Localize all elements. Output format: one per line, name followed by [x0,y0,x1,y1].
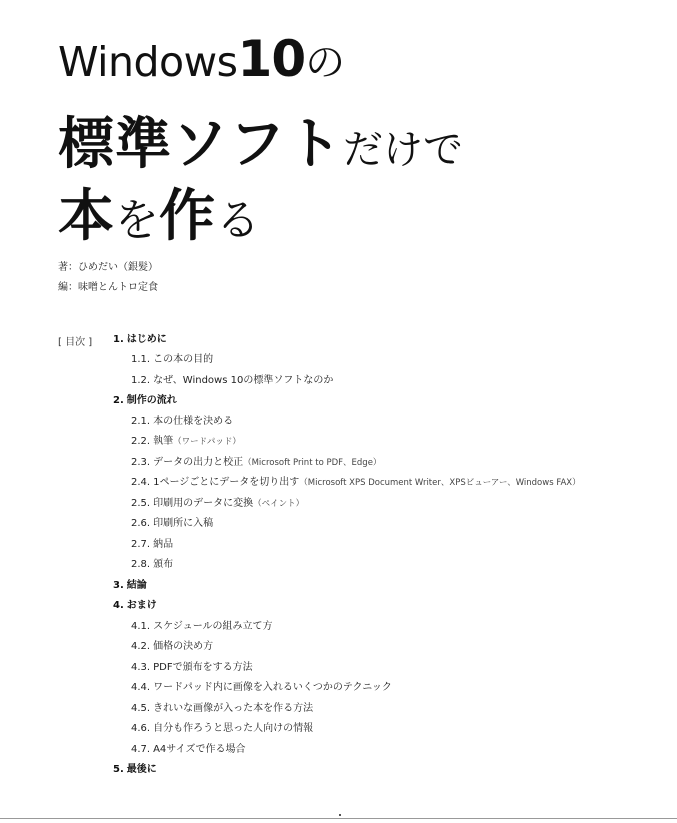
toc-entry[interactable] [131,456,381,470]
toc-entry-number: 4. [113,600,124,611]
toc-entry-title: なぜ、Windows 10の標準ソフトなのか [153,375,334,386]
title-line-3 [58,172,260,252]
title-particle-no: の [305,40,346,86]
title-version-number: 10 [237,30,306,88]
toc-entry-title: 執筆 [153,436,174,447]
editor-credit: 編：味噌とんトロ定食 [58,282,158,293]
toc-entry[interactable] [131,517,213,531]
author-credit: 著：ひめだい（銀髪） [58,262,158,273]
toc-entry-title: 本の仕様を決める [153,416,234,427]
toc-entry-title: 1ページごとにデータを切り出す [153,477,300,488]
toc-entry-title: はじめに [126,334,167,345]
title-tsuku: 作 [159,184,216,249]
toc-entry-title: この本の目的 [153,354,214,365]
toc-entry[interactable] [131,353,213,367]
toc-entry-number: 4.3. [131,662,151,673]
toc-entry[interactable] [131,415,233,429]
toc-entry[interactable] [113,599,157,613]
toc-entry[interactable] [131,558,173,572]
toc-entry-number: 2.4. [131,477,151,488]
title-line-2 [58,100,463,180]
toc-entry-number: 1.1. [131,354,151,365]
toc-entry[interactable] [131,374,333,388]
toc-entry[interactable] [131,497,304,511]
toc-entry-number: 3. [113,580,124,591]
toc-entry-title: 自分も作ろうと思った人向けの情報 [153,723,314,734]
toc-entry-number: 4.7. [131,744,151,755]
toc-entry-number: 2.5. [131,498,151,509]
toc-entry-title: データの出力と校正 [153,457,244,468]
toc-entry[interactable] [131,681,392,695]
toc-entry-title: きれいな画像が入った本を作る方法 [153,703,314,714]
toc-entry[interactable] [131,435,241,449]
toc-label: [ 目次 ] [58,337,93,348]
toc-entry-number: 2.7. [131,539,151,550]
toc-entry-number: 2.2. [131,436,151,447]
toc-entry[interactable] [131,640,213,654]
toc-entry-title: PDFで頒布をする方法 [153,662,253,673]
toc-entry[interactable] [113,394,177,408]
toc-entry[interactable] [131,722,313,736]
toc-entry-number: 2.8. [131,559,151,570]
toc-entry-title: 印刷用のデータに変換 [153,498,254,509]
toc-entry-title: ワードパッド内に画像を入れるいくつかのテクニック [153,682,392,693]
toc-entry-number: 4.1. [131,621,151,632]
toc-entry[interactable] [131,702,313,716]
toc-entry-title: おまけ [126,600,157,611]
toc-entry-title: 納品 [153,539,174,550]
toc-entry-title: 制作の流れ [126,395,177,406]
page-marker-dot [339,814,341,816]
toc-entry-number: 4.2. [131,641,151,652]
title-hon: 本 [58,184,115,249]
toc-entry-number: 5. [113,764,124,775]
toc-entry-note: （ペイント） [253,499,305,509]
toc-entry-note: （ワードパッド） [173,437,241,447]
toc-entry-title: スケジュールの組み立て方 [153,621,273,632]
toc-entry[interactable] [131,743,246,757]
title-windows: Windows [58,38,238,86]
title-dakede: だけで [343,127,463,173]
toc-entry-title: 最後に [126,764,157,775]
title-line-1 [58,30,345,88]
toc-entry-note: （Microsoft Print to PDF、Edge） [243,458,382,468]
toc-entry-title: 頒布 [153,559,174,570]
toc-entry[interactable] [113,579,147,593]
toc-entry-number: 4.6. [131,723,151,734]
page-bottom-rule [0,818,677,819]
toc-entry-number: 4.5. [131,703,151,714]
toc-entry-title: 結論 [126,580,147,591]
toc-entry-number: 1.2. [131,375,151,386]
toc-entry[interactable] [131,661,253,675]
title-ru: る [216,195,260,246]
toc-entry[interactable] [131,538,173,552]
toc-entry-number: 2.1. [131,416,151,427]
toc-entry-title: 印刷所に入稿 [153,518,214,529]
toc-entry-title: 価格の決め方 [153,641,214,652]
toc-entry-note: （Microsoft XPS Document Writer、XPSビューアー、Windows FAX） [299,478,581,488]
toc-entry-number: 2.6. [131,518,151,529]
toc-entry[interactable] [131,620,273,634]
title-wo: を [115,195,159,246]
title-standard-software: 標準ソフト [58,112,343,177]
toc-entry-number: 2. [113,395,124,406]
toc-entry-number: 1. [113,334,124,345]
toc-entry-number: 2.3. [131,457,151,468]
toc-entry-number: 4.4. [131,682,151,693]
toc-entry-title: A4サイズで作る場合 [153,744,246,755]
toc-entry[interactable] [113,763,157,777]
toc-entry[interactable] [113,333,167,347]
toc-entry[interactable] [131,476,581,490]
